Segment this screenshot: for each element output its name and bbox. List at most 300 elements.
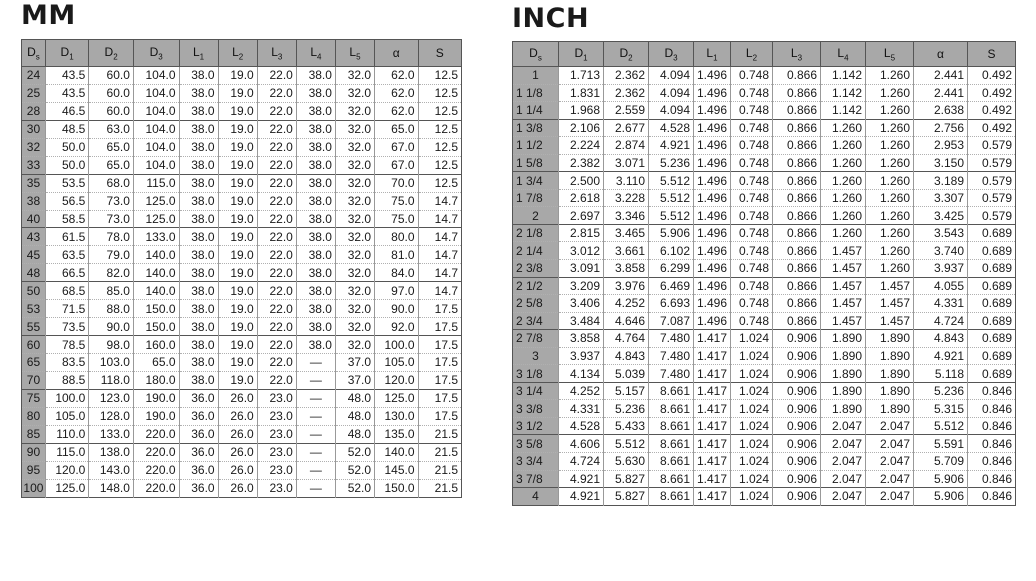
size-cell: 24 bbox=[22, 67, 46, 85]
table-cell: 1.260 bbox=[821, 119, 866, 137]
table-cell: 3.858 bbox=[604, 260, 649, 278]
table-cell: 105.0 bbox=[375, 354, 418, 372]
table-cell: 19.0 bbox=[218, 264, 257, 282]
table-cell: 60.0 bbox=[89, 102, 134, 120]
size-cell: 3 1/8 bbox=[513, 365, 559, 383]
table-cell: 220.0 bbox=[133, 443, 179, 461]
table-cell: 0.866 bbox=[773, 207, 821, 225]
table-cell: 22.0 bbox=[257, 174, 296, 192]
table-cell: 38.0 bbox=[179, 318, 218, 336]
size-cell: 35 bbox=[22, 174, 46, 192]
table-cell: 97.0 bbox=[375, 282, 418, 300]
table-cell: 19.0 bbox=[218, 102, 257, 120]
table-cell: 19.0 bbox=[218, 318, 257, 336]
table-row bbox=[513, 488, 1016, 506]
table-cell: 2.047 bbox=[821, 435, 866, 453]
table-row bbox=[513, 330, 1016, 348]
table-cell: 32.0 bbox=[335, 336, 374, 354]
table-cell: 2.382 bbox=[559, 154, 604, 172]
table-cell: 1.457 bbox=[821, 242, 866, 260]
table-cell: 5.827 bbox=[604, 470, 649, 488]
table-cell: 0.689 bbox=[968, 242, 1016, 260]
table-cell: 104.0 bbox=[133, 84, 179, 102]
table-cell: 1.260 bbox=[866, 137, 914, 155]
size-cell: 1 1/8 bbox=[513, 84, 559, 102]
table-cell: 1.496 bbox=[694, 295, 731, 313]
table-cell: 38.0 bbox=[179, 120, 218, 138]
table-cell: 32.0 bbox=[335, 138, 374, 156]
table-cell: 1.417 bbox=[694, 470, 731, 488]
table-cell: 38.0 bbox=[179, 192, 218, 210]
table-cell: 0.748 bbox=[731, 119, 773, 137]
table-cell: 17.5 bbox=[418, 389, 462, 407]
table-cell: 1.260 bbox=[866, 260, 914, 278]
table-cell: 75.0 bbox=[375, 210, 418, 228]
table-cell: 32.0 bbox=[335, 210, 374, 228]
table-cell: 19.0 bbox=[218, 336, 257, 354]
table-row bbox=[513, 172, 1016, 190]
table-row bbox=[22, 336, 462, 354]
table-cell: 1.496 bbox=[694, 67, 731, 85]
table-cell: 110.0 bbox=[45, 425, 88, 443]
table-cell: 67.0 bbox=[375, 138, 418, 156]
table-cell: 81.0 bbox=[375, 246, 418, 264]
table-cell: 0.492 bbox=[968, 84, 1016, 102]
table-cell: 3.091 bbox=[559, 260, 604, 278]
inch-header-row bbox=[513, 42, 1016, 67]
table-row bbox=[22, 371, 462, 389]
table-cell: 1.024 bbox=[731, 488, 773, 506]
table-cell: 37.0 bbox=[335, 371, 374, 389]
table-cell: 5.315 bbox=[914, 400, 968, 418]
table-cell: 23.0 bbox=[257, 389, 296, 407]
table-cell: 19.0 bbox=[218, 156, 257, 174]
table-cell: 17.5 bbox=[418, 336, 462, 354]
table-cell: 0.748 bbox=[731, 260, 773, 278]
mm-section-title: MM bbox=[21, 0, 76, 31]
table-cell: 38.0 bbox=[179, 246, 218, 264]
table-cell: 3.484 bbox=[559, 312, 604, 330]
table-cell: 65.0 bbox=[89, 138, 134, 156]
table-cell: 38.0 bbox=[296, 228, 335, 246]
table-cell: 125.0 bbox=[133, 210, 179, 228]
size-cell: 60 bbox=[22, 336, 46, 354]
mm-dimension-table bbox=[21, 39, 462, 498]
size-cell: 95 bbox=[22, 461, 46, 479]
table-row bbox=[22, 246, 462, 264]
table-cell: 4.921 bbox=[649, 137, 694, 155]
table-cell: 3.661 bbox=[604, 242, 649, 260]
table-cell: 5.512 bbox=[649, 207, 694, 225]
table-cell: — bbox=[296, 461, 335, 479]
table-cell: 1.260 bbox=[866, 172, 914, 190]
table-cell: 14.7 bbox=[418, 228, 462, 246]
table-cell: 8.661 bbox=[649, 417, 694, 435]
table-row bbox=[513, 84, 1016, 102]
table-cell: 148.0 bbox=[89, 479, 134, 497]
table-cell: 32.0 bbox=[335, 102, 374, 120]
table-cell: 0.906 bbox=[773, 417, 821, 435]
table-cell: 12.5 bbox=[418, 84, 462, 102]
table-cell: 0.846 bbox=[968, 470, 1016, 488]
table-cell: 0.906 bbox=[773, 382, 821, 400]
table-cell: 21.5 bbox=[418, 425, 462, 443]
inch-col-header-2: $D_2$ bbox=[604, 42, 649, 67]
table-cell: 5.236 bbox=[604, 400, 649, 418]
table-cell: 1.142 bbox=[821, 67, 866, 85]
table-cell: 1.890 bbox=[821, 382, 866, 400]
mm-col-header-1: $D_1$ bbox=[45, 40, 88, 67]
table-cell: 1.496 bbox=[694, 84, 731, 102]
table-cell: 3.937 bbox=[914, 260, 968, 278]
table-cell: 38.0 bbox=[179, 84, 218, 102]
table-cell: 8.661 bbox=[649, 488, 694, 506]
table-cell: 0.748 bbox=[731, 84, 773, 102]
table-cell: 38.0 bbox=[179, 156, 218, 174]
table-cell: 5.157 bbox=[604, 382, 649, 400]
table-cell: 23.0 bbox=[257, 479, 296, 497]
table-cell: 79.0 bbox=[89, 246, 134, 264]
table-cell: 0.846 bbox=[968, 488, 1016, 506]
table-cell: 19.0 bbox=[218, 84, 257, 102]
table-cell: 32.0 bbox=[335, 300, 374, 318]
table-cell: 3.406 bbox=[559, 295, 604, 313]
size-cell: 1 7/8 bbox=[513, 189, 559, 207]
table-cell: 1.496 bbox=[694, 260, 731, 278]
table-cell: 21.5 bbox=[418, 479, 462, 497]
table-cell: 1.890 bbox=[821, 365, 866, 383]
table-row bbox=[22, 389, 462, 407]
table-cell: — bbox=[296, 407, 335, 425]
table-cell: 1.890 bbox=[821, 330, 866, 348]
table-cell: 36.0 bbox=[179, 479, 218, 497]
size-cell: 3 5/8 bbox=[513, 435, 559, 453]
table-cell: 1.260 bbox=[866, 154, 914, 172]
table-cell: 60.0 bbox=[89, 67, 134, 85]
table-cell: 38.0 bbox=[296, 246, 335, 264]
table-cell: 3.346 bbox=[604, 207, 649, 225]
table-cell: 4.921 bbox=[914, 347, 968, 365]
table-row bbox=[22, 318, 462, 336]
table-cell: 46.5 bbox=[45, 102, 88, 120]
table-cell: 73.0 bbox=[89, 192, 134, 210]
table-cell: 0.492 bbox=[968, 119, 1016, 137]
table-cell: 140.0 bbox=[375, 443, 418, 461]
table-row bbox=[22, 228, 462, 246]
table-cell: 1.260 bbox=[866, 67, 914, 85]
table-cell: 8.661 bbox=[649, 382, 694, 400]
table-cell: 0.906 bbox=[773, 400, 821, 418]
table-cell: 36.0 bbox=[179, 461, 218, 479]
table-cell: 19.0 bbox=[218, 174, 257, 192]
table-cell: 85.0 bbox=[89, 282, 134, 300]
table-cell: 4.094 bbox=[649, 67, 694, 85]
table-cell: 1.496 bbox=[694, 137, 731, 155]
table-cell: 2.047 bbox=[821, 470, 866, 488]
table-cell: 0.748 bbox=[731, 207, 773, 225]
table-cell: 0.846 bbox=[968, 382, 1016, 400]
table-cell: 0.689 bbox=[968, 312, 1016, 330]
table-row bbox=[513, 189, 1016, 207]
size-cell: 38 bbox=[22, 192, 46, 210]
table-cell: 14.7 bbox=[418, 264, 462, 282]
table-cell: 38.0 bbox=[296, 67, 335, 85]
table-cell: 52.0 bbox=[335, 461, 374, 479]
table-row bbox=[513, 277, 1016, 295]
table-cell: 0.866 bbox=[773, 137, 821, 155]
table-cell: 4.843 bbox=[604, 347, 649, 365]
table-cell: 70.0 bbox=[375, 174, 418, 192]
table-cell: 1.260 bbox=[866, 102, 914, 120]
table-cell: 2.677 bbox=[604, 119, 649, 137]
table-cell: 26.0 bbox=[218, 407, 257, 425]
table-cell: 103.0 bbox=[89, 354, 134, 372]
table-cell: 4.724 bbox=[914, 312, 968, 330]
table-cell: 5.906 bbox=[914, 488, 968, 506]
table-cell: 4.528 bbox=[559, 417, 604, 435]
table-cell: 38.0 bbox=[179, 371, 218, 389]
table-cell: — bbox=[296, 371, 335, 389]
table-cell: 60.0 bbox=[89, 84, 134, 102]
table-cell: 190.0 bbox=[133, 407, 179, 425]
table-cell: 32.0 bbox=[335, 67, 374, 85]
table-cell: 8.661 bbox=[649, 470, 694, 488]
size-cell: 1 5/8 bbox=[513, 154, 559, 172]
table-cell: 1.260 bbox=[821, 172, 866, 190]
table-cell: 26.0 bbox=[218, 389, 257, 407]
table-cell: 138.0 bbox=[89, 443, 134, 461]
table-cell: — bbox=[296, 389, 335, 407]
table-cell: — bbox=[296, 479, 335, 497]
table-cell: 0.689 bbox=[968, 365, 1016, 383]
size-cell: 2 5/8 bbox=[513, 295, 559, 313]
table-cell: 0.846 bbox=[968, 417, 1016, 435]
table-cell: 4.252 bbox=[604, 295, 649, 313]
table-cell: 2.500 bbox=[559, 172, 604, 190]
table-cell: 38.0 bbox=[179, 282, 218, 300]
table-cell: 26.0 bbox=[218, 425, 257, 443]
table-cell: 118.0 bbox=[89, 371, 134, 389]
table-row bbox=[513, 453, 1016, 471]
table-cell: 73.5 bbox=[45, 318, 88, 336]
table-cell: 100.0 bbox=[375, 336, 418, 354]
table-cell: 128.0 bbox=[89, 407, 134, 425]
table-cell: 0.689 bbox=[968, 330, 1016, 348]
table-row bbox=[22, 264, 462, 282]
table-cell: 133.0 bbox=[133, 228, 179, 246]
table-cell: 0.906 bbox=[773, 330, 821, 348]
mm-col-header-5: $L_2$ bbox=[218, 40, 257, 67]
size-cell: 2 1/4 bbox=[513, 242, 559, 260]
table-cell: 0.748 bbox=[731, 277, 773, 295]
table-cell: 17.5 bbox=[418, 354, 462, 372]
table-cell: 5.512 bbox=[649, 172, 694, 190]
table-cell: 22.0 bbox=[257, 336, 296, 354]
table-cell: 2.756 bbox=[914, 119, 968, 137]
table-cell: 5.512 bbox=[914, 417, 968, 435]
table-cell: 0.579 bbox=[968, 154, 1016, 172]
table-cell: 62.0 bbox=[375, 102, 418, 120]
table-cell: 38.0 bbox=[296, 138, 335, 156]
table-cell: 0.846 bbox=[968, 400, 1016, 418]
table-cell: 220.0 bbox=[133, 461, 179, 479]
inch-col-header-5: $L_2$ bbox=[731, 42, 773, 67]
table-cell: 1.024 bbox=[731, 435, 773, 453]
table-cell: 0.846 bbox=[968, 435, 1016, 453]
table-cell: 2.618 bbox=[559, 189, 604, 207]
table-cell: 3.209 bbox=[559, 277, 604, 295]
table-cell: 2.047 bbox=[866, 435, 914, 453]
table-cell: 1.417 bbox=[694, 435, 731, 453]
table-cell: 88.0 bbox=[89, 300, 134, 318]
table-cell: 1.260 bbox=[866, 189, 914, 207]
table-cell: 0.906 bbox=[773, 470, 821, 488]
table-cell: 220.0 bbox=[133, 425, 179, 443]
table-cell: 65.0 bbox=[89, 156, 134, 174]
size-cell: 53 bbox=[22, 300, 46, 318]
table-row bbox=[22, 67, 462, 85]
table-cell: 140.0 bbox=[133, 246, 179, 264]
table-row bbox=[22, 210, 462, 228]
table-cell: 38.0 bbox=[179, 300, 218, 318]
table-cell: 100.0 bbox=[45, 389, 88, 407]
table-cell: 22.0 bbox=[257, 264, 296, 282]
table-cell: 1.024 bbox=[731, 453, 773, 471]
size-cell: 1 3/4 bbox=[513, 172, 559, 190]
table-cell: 22.0 bbox=[257, 120, 296, 138]
table-cell: 0.492 bbox=[968, 67, 1016, 85]
table-cell: 104.0 bbox=[133, 120, 179, 138]
table-cell: 2.047 bbox=[866, 488, 914, 506]
table-cell: 32.0 bbox=[335, 282, 374, 300]
table-cell: 84.0 bbox=[375, 264, 418, 282]
table-cell: 5.512 bbox=[649, 189, 694, 207]
table-cell: 53.5 bbox=[45, 174, 88, 192]
table-cell: 1.024 bbox=[731, 400, 773, 418]
table-row bbox=[22, 84, 462, 102]
table-cell: 1.496 bbox=[694, 207, 731, 225]
table-cell: 2.047 bbox=[866, 417, 914, 435]
table-cell: 38.0 bbox=[179, 67, 218, 85]
table-cell: 12.5 bbox=[418, 138, 462, 156]
table-cell: 115.0 bbox=[45, 443, 88, 461]
table-row bbox=[513, 154, 1016, 172]
table-cell: 90.0 bbox=[375, 300, 418, 318]
size-cell: 30 bbox=[22, 120, 46, 138]
table-cell: 17.5 bbox=[418, 407, 462, 425]
inch-col-header-3: $D_3$ bbox=[649, 42, 694, 67]
table-cell: 0.748 bbox=[731, 102, 773, 120]
table-cell: 90.0 bbox=[89, 318, 134, 336]
table-cell: 3.071 bbox=[604, 154, 649, 172]
table-row bbox=[513, 365, 1016, 383]
table-cell: 125.0 bbox=[375, 389, 418, 407]
table-row bbox=[513, 260, 1016, 278]
table-row bbox=[513, 382, 1016, 400]
table-cell: 1.260 bbox=[866, 224, 914, 242]
table-cell: 50.0 bbox=[45, 138, 88, 156]
table-row bbox=[22, 282, 462, 300]
table-cell: 98.0 bbox=[89, 336, 134, 354]
table-cell: 23.0 bbox=[257, 407, 296, 425]
table-cell: 38.0 bbox=[296, 318, 335, 336]
table-cell: 38.0 bbox=[296, 210, 335, 228]
table-cell: 0.579 bbox=[968, 207, 1016, 225]
table-cell: 0.748 bbox=[731, 295, 773, 313]
table-cell: — bbox=[296, 354, 335, 372]
table-cell: 0.866 bbox=[773, 84, 821, 102]
mm-col-header-8: $L_5$ bbox=[335, 40, 374, 67]
size-cell: 2 bbox=[513, 207, 559, 225]
table-cell: 37.0 bbox=[335, 354, 374, 372]
table-cell: 36.0 bbox=[179, 389, 218, 407]
table-cell: 123.0 bbox=[89, 389, 134, 407]
table-cell: 83.5 bbox=[45, 354, 88, 372]
table-cell: 5.512 bbox=[604, 435, 649, 453]
inch-col-header-9: α bbox=[914, 42, 968, 67]
table-cell: 19.0 bbox=[218, 300, 257, 318]
table-cell: 1.260 bbox=[821, 207, 866, 225]
table-row bbox=[513, 312, 1016, 330]
table-cell: 0.866 bbox=[773, 172, 821, 190]
mm-table-body bbox=[22, 67, 462, 498]
table-cell: 61.5 bbox=[45, 228, 88, 246]
table-cell: 17.5 bbox=[418, 300, 462, 318]
table-cell: 5.630 bbox=[604, 453, 649, 471]
table-row bbox=[22, 407, 462, 425]
mm-header-row bbox=[22, 40, 462, 67]
table-cell: 1.260 bbox=[866, 84, 914, 102]
table-cell: 48.0 bbox=[335, 389, 374, 407]
table-cell: 1.890 bbox=[866, 382, 914, 400]
table-cell: 0.866 bbox=[773, 67, 821, 85]
table-cell: 0.748 bbox=[731, 172, 773, 190]
table-cell: 67.0 bbox=[375, 156, 418, 174]
table-cell: 2.559 bbox=[604, 102, 649, 120]
table-cell: 1.024 bbox=[731, 382, 773, 400]
table-row bbox=[22, 461, 462, 479]
table-cell: 0.748 bbox=[731, 242, 773, 260]
table-cell: 38.0 bbox=[296, 282, 335, 300]
table-cell: 1.496 bbox=[694, 312, 731, 330]
size-cell: 33 bbox=[22, 156, 46, 174]
table-cell: 5.433 bbox=[604, 417, 649, 435]
table-cell: 26.0 bbox=[218, 443, 257, 461]
mm-col-header-10: S bbox=[418, 40, 462, 67]
table-cell: 5.236 bbox=[914, 382, 968, 400]
table-cell: 120.0 bbox=[375, 371, 418, 389]
table-cell: 130.0 bbox=[375, 407, 418, 425]
table-cell: 38.0 bbox=[296, 84, 335, 102]
table-cell: 22.0 bbox=[257, 192, 296, 210]
table-cell: 38.0 bbox=[296, 336, 335, 354]
inch-col-header-8: $L_5$ bbox=[866, 42, 914, 67]
table-cell: 4.134 bbox=[559, 365, 604, 383]
table-cell: 22.0 bbox=[257, 210, 296, 228]
table-cell: 7.480 bbox=[649, 347, 694, 365]
table-cell: 0.866 bbox=[773, 154, 821, 172]
size-cell: 65 bbox=[22, 354, 46, 372]
table-cell: 4.252 bbox=[559, 382, 604, 400]
table-cell: 22.0 bbox=[257, 318, 296, 336]
table-cell: 4.843 bbox=[914, 330, 968, 348]
table-cell: 0.689 bbox=[968, 224, 1016, 242]
table-row bbox=[513, 137, 1016, 155]
table-row bbox=[22, 120, 462, 138]
table-cell: 38.0 bbox=[296, 192, 335, 210]
table-cell: 26.0 bbox=[218, 461, 257, 479]
table-cell: 23.0 bbox=[257, 425, 296, 443]
